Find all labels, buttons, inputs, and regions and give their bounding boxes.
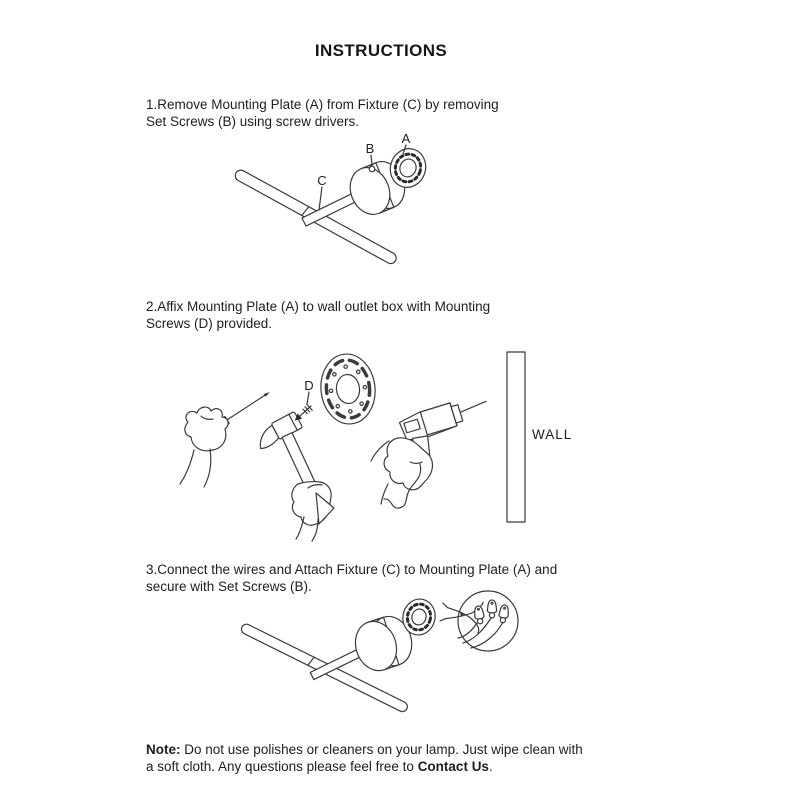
figure-step-2	[158, 342, 590, 547]
label-c-leader	[319, 187, 322, 210]
wall-label: WALL	[532, 427, 573, 442]
step-3-line-2: secure with Set Screws (B).	[146, 578, 312, 594]
step-3-line-1: 3.Connect the wires and Attach Fixture (C) to Mounting Plate (A) and	[146, 562, 558, 577]
mounting-plate-large	[317, 351, 378, 426]
step-1-line-1: 1.Remove Mounting Plate (A) from Fixture (C) by removing	[146, 97, 499, 112]
figure-step-1	[218, 122, 458, 282]
set-screw-hole	[369, 166, 375, 172]
label-b-leader	[371, 155, 372, 165]
label-a: A	[401, 131, 411, 146]
note-line-2: a soft cloth. Any questions please feel free to Contact Us.	[146, 758, 493, 774]
hand-1-outline	[185, 407, 228, 451]
label-c: C	[317, 173, 327, 188]
hand-with-screwdriver	[180, 386, 274, 487]
hand-with-hammer	[253, 411, 334, 541]
wire-1	[458, 623, 477, 638]
wiring-detail	[439, 591, 518, 651]
step-2-line-1: 2.Affix Mounting Plate (A) to wall outlet box with Mounting	[146, 299, 491, 314]
label-d: D	[304, 378, 314, 393]
hand-with-drill	[371, 393, 497, 508]
page-title: INSTRUCTIONS	[314, 41, 448, 60]
wall-section	[507, 352, 525, 522]
note-line-1: Note: Do not use polishes or cleaners on your lamp. Just wipe clean with	[146, 742, 583, 757]
step-2-line-2: Screws (D) provided.	[146, 315, 273, 331]
figure-step-3	[230, 586, 530, 721]
contact-us-link: Contact Us	[417, 758, 489, 774]
care-note	[146, 742, 583, 775]
note-label: Note:	[146, 742, 181, 757]
label-b: B	[365, 141, 375, 156]
step-2-text	[146, 299, 490, 332]
wire-3	[471, 622, 503, 648]
step-1-line-2: Set Screws (B) using screw drivers.	[146, 113, 360, 129]
label-d-leader	[307, 392, 309, 404]
